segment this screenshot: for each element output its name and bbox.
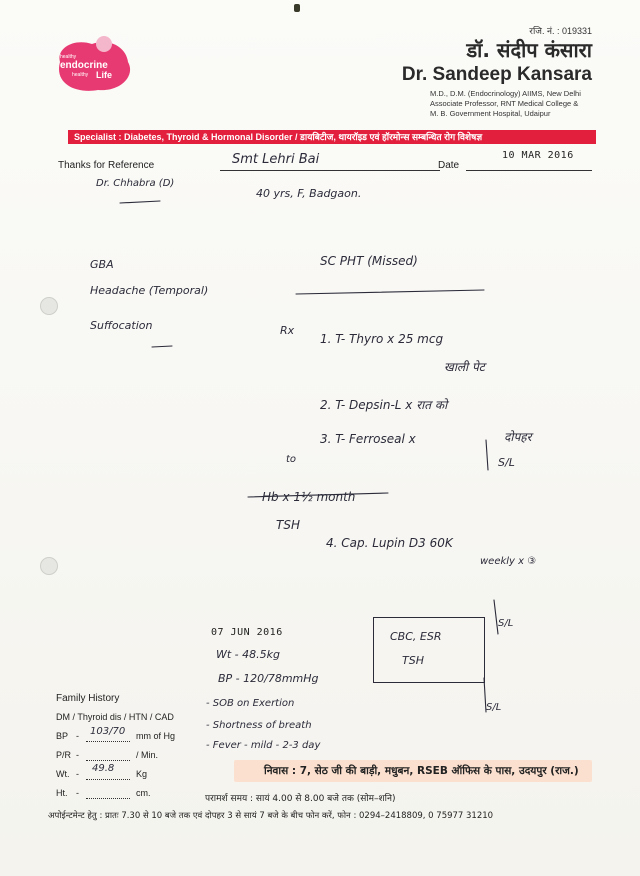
ht-unit: cm.	[136, 788, 151, 798]
complaint-line: Headache (Temporal)	[90, 284, 209, 297]
bp-line	[86, 741, 130, 742]
to-mark: to	[286, 454, 297, 465]
wt-unit: Kg	[136, 769, 148, 779]
pr-label: P/R	[56, 750, 72, 760]
investigation: TSH	[276, 518, 300, 532]
bp-unit: mm of Hg	[136, 731, 176, 741]
ht-label: Ht.	[56, 788, 68, 798]
rx-instruction: दोपहर	[504, 430, 532, 444]
patient-details: 40 yrs, F, Badgaon.	[256, 187, 362, 200]
rx-item: 2. T- Depsin-L x रात को	[320, 398, 448, 412]
clinical-note: - SOB on Exertion	[206, 698, 295, 709]
appointment-info: अपोईन्टमेन्ट हेतु : प्रातः 7.30 से 10 बजे तक एवं दोपहर 3 से सायं 7 बजे के बीच फोन करें, फोन : 0294–2418809, 0 75977 31210	[48, 811, 494, 821]
vitals-line: BP - 120/78mmHg	[218, 672, 319, 685]
rx-signature: S/L	[498, 456, 515, 469]
rx-item: 1. T- Thyro x 25 mcg	[320, 332, 444, 346]
date-stamp: 10 MAR 2016	[502, 150, 574, 161]
bp-dash: -	[76, 731, 79, 741]
diagnosis: SC PHT (Missed)	[320, 254, 418, 268]
registration-number: रजि. नं. : 019331	[529, 26, 592, 36]
vitals-line: Wt - 48.5kg	[216, 648, 280, 661]
qualification-line: M.D., D.M. (Endocrinology) AIIMS, New Delhi	[430, 89, 581, 98]
ht-line	[86, 798, 130, 799]
bp-value: 103/70	[90, 726, 126, 737]
signature: S/L	[486, 702, 502, 713]
rx-item: 4. Cap. Lupin D3 60K	[326, 536, 453, 550]
date-label: Date	[438, 160, 460, 171]
qualification-line: Associate Professor, RNT Medical College &	[430, 99, 579, 108]
logo-text-healthy-1: healthy	[60, 54, 77, 60]
box-line: CBC, ESR	[390, 630, 442, 643]
pr-dash: -	[76, 750, 79, 760]
box-line: TSH	[402, 654, 424, 667]
rx-symbol: Rx	[280, 324, 295, 337]
doctor-name-hindi: डॉ. संदीप कंसारा	[466, 38, 592, 62]
wt-label: Wt.	[56, 769, 70, 779]
family-history-conditions: DM / Thyroid dis / HTN / CAD	[56, 712, 174, 722]
clinical-note: - Shortness of breath	[206, 720, 312, 731]
specialist-banner: Specialist : Diabetes, Thyroid & Hormonal Disorder / डायबिटीज, थायरॉइड एवं हॉरमोन्स सम्बन्धित रोग विशेषज्ञ	[68, 130, 596, 144]
pr-unit: / Min.	[136, 750, 159, 760]
reference-label: Thanks for Reference	[58, 160, 155, 171]
clinic-address: निवास : 7, सेठ जी की बाड़ी, मधुबन, RSEB ऑफिस के पास, उदयपुर (राज.)	[264, 765, 579, 777]
consultation-timing: परामर्श समय : सायं 4.00 से 8.00 बजे तक (सोम–शनि)	[205, 794, 396, 804]
doctor-name: Dr. Sandeep Kansara	[401, 64, 592, 85]
qualification-line: M. B. Government Hospital, Udaipur	[430, 109, 551, 118]
complaint-line: GBA	[90, 258, 114, 271]
logo-text-healthy-2: healthy	[72, 72, 89, 78]
logo-text-endocrine: endocrine	[60, 60, 108, 71]
bp-label: BP	[56, 731, 69, 741]
signature: S/L	[498, 618, 514, 629]
pr-line	[86, 760, 130, 761]
followup-date-stamp: 07 JUN 2016	[211, 627, 283, 638]
wt-value: 49.8	[92, 763, 115, 774]
referring-doctor: Dr. Chhabra (D)	[96, 178, 175, 189]
wt-line	[86, 779, 130, 780]
rx-item: 3. T- Ferroseal x	[320, 432, 416, 446]
logo-text-life: Life	[96, 70, 113, 80]
patient-name: Smt Lehri Bai	[232, 152, 320, 167]
ht-dash: -	[76, 788, 79, 798]
wt-dash: -	[76, 769, 79, 779]
rx-instruction: खाली पेट	[444, 360, 485, 374]
rx-instruction: weekly x ③	[480, 556, 537, 567]
clinical-note: - Fever - mild - 2-3 day	[206, 740, 321, 751]
family-history-title: Family History	[56, 693, 120, 704]
complaint-line: Suffocation	[90, 319, 153, 332]
investigation: Hb x 1½ month	[262, 490, 356, 504]
